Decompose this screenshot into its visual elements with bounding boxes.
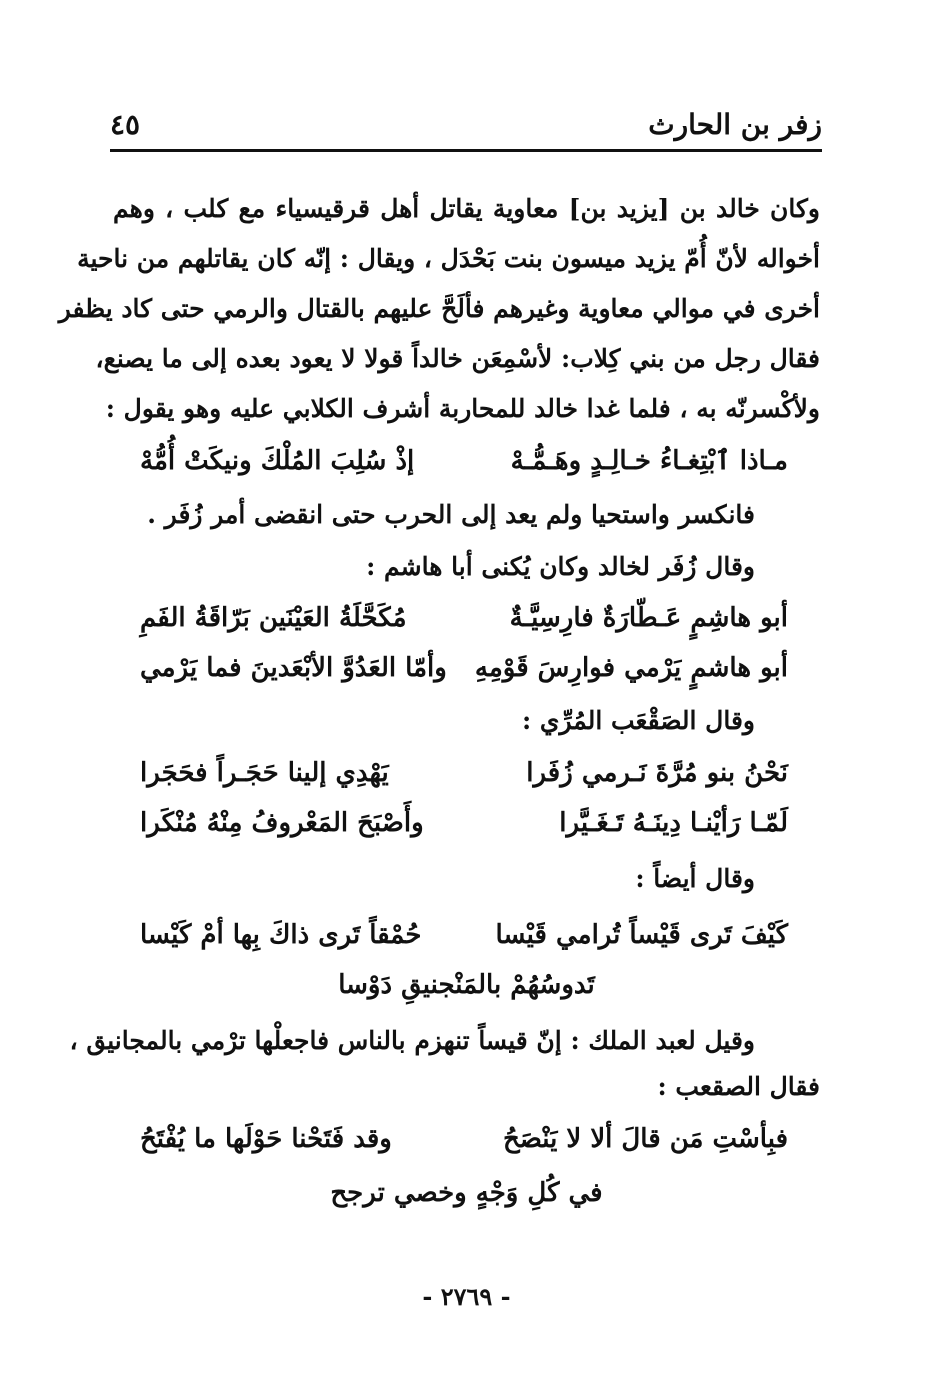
- verse-hemistich: مُكَحَّلَةُ العَيْنَين بَرّاقَةُ الفَمِ: [140, 603, 407, 633]
- text-line: وقال الصَقْعَب المُرِّي :: [521, 706, 755, 735]
- verse-hemistich: وقد فَتَحْنا حَوْلَها ما يُفْتَحُ: [140, 1124, 392, 1154]
- text-line: وقال أيضاً :: [635, 864, 755, 893]
- verse-hemistich: نَحْنُ بنو مُرَّةَ نَـرمي زُفَرا: [526, 758, 788, 788]
- text-line: وقيل لعبد الملك : إنّ قيساً تنهزم بالناس فاجعلْها ترْمي بالمجانيق ،: [69, 1026, 755, 1055]
- header-page-number: ٤٥: [110, 108, 141, 141]
- text-line: فقال الصقعب :: [657, 1072, 820, 1101]
- verse-hemistich: حُمْقاً تَرى ذاكَ بِها أمْ كَيْسا: [140, 920, 422, 950]
- verse-centered-line: تَدوسُهُمْ بالمَنْجنيقِ دَوْسا: [338, 970, 595, 1000]
- verse-centered-line: في كُلِ وَجْهٍ وخصي ترجح: [330, 1178, 603, 1208]
- text-line: أخواله لأنّ أُمّ يزيد ميسون بنت بَحْدَل ، ويقال : إنّه كان يقاتلهم من ناحية: [77, 244, 820, 273]
- verse-hemistich: كَيْفَ تَرى قَيْساً تُرامي قَيْسا: [495, 920, 788, 950]
- text-line: وقال زُفَر لخالد وكان يُكنى أبا هاشم :: [366, 552, 755, 581]
- verse-hemistich: إذْ سُلِبَ المُلْكَ ونيكَتْ أُمُّهْ: [140, 446, 415, 476]
- verse-hemistich: وأَصْبَحَ المَعْروفُ مِنْهُ مُنْكَرا: [140, 808, 424, 838]
- text-line: أخرى في موالي معاوية وغيرهم فألَحَّ عليهم بالقتال والرمي حتى كاد يظفر: [58, 294, 820, 323]
- verse-hemistich: لَمّـا رَأيْنـا دِينَـهُ تَـغَـيَّرا: [559, 808, 788, 838]
- text-line: فانكسر واستحيا ولم يعد إلى الحرب حتى انقضى أمر زُفَر .: [147, 500, 755, 529]
- verse-hemistich: أبو هاشِمٍ عَـطّارَةٌ فارِسِيَّـةٌ: [509, 603, 788, 633]
- chapter-title: زفر بن الحارث: [648, 108, 822, 141]
- footer-page-number: - ٢٧٦٩ -: [422, 1282, 511, 1311]
- verse-hemistich: يَهْدِي إلينا حَجَـراً فحَجَرا: [140, 758, 389, 788]
- verse-hemistich: وأمّا العَدُوَّ الأبْعَدينَ فما يَرْمي: [140, 653, 447, 683]
- verse-hemistich: مـاذا ٱبْتِغـاءُ خـالِـدٍ وهَـمُّـهْ: [510, 446, 788, 476]
- text-line: ولأكْسرنّه به ، فلما غدا خالد للمحاربة أشرف الكلابي عليه وهو يقول :: [105, 394, 820, 423]
- running-header: [110, 108, 822, 148]
- text-line: وكان خالد بن [يزيد بن] معاوية يقاتل أهل قرقيسياء مع كلب ، وهم: [113, 194, 820, 223]
- verse-hemistich: فبِأسْتِ مَن قالَ ألا لا يَنْصَحُ: [502, 1124, 788, 1154]
- header-rule: [110, 149, 822, 152]
- text-line: فقال رجل من بني كِلاب: لأسْمِعَن خالداً قولا لا يعود بعده إلى ما يصنع،: [95, 344, 820, 373]
- verse-hemistich: أبو هاشمٍ يَرْمي فوارِسَ قَوْمِهِ: [474, 653, 788, 683]
